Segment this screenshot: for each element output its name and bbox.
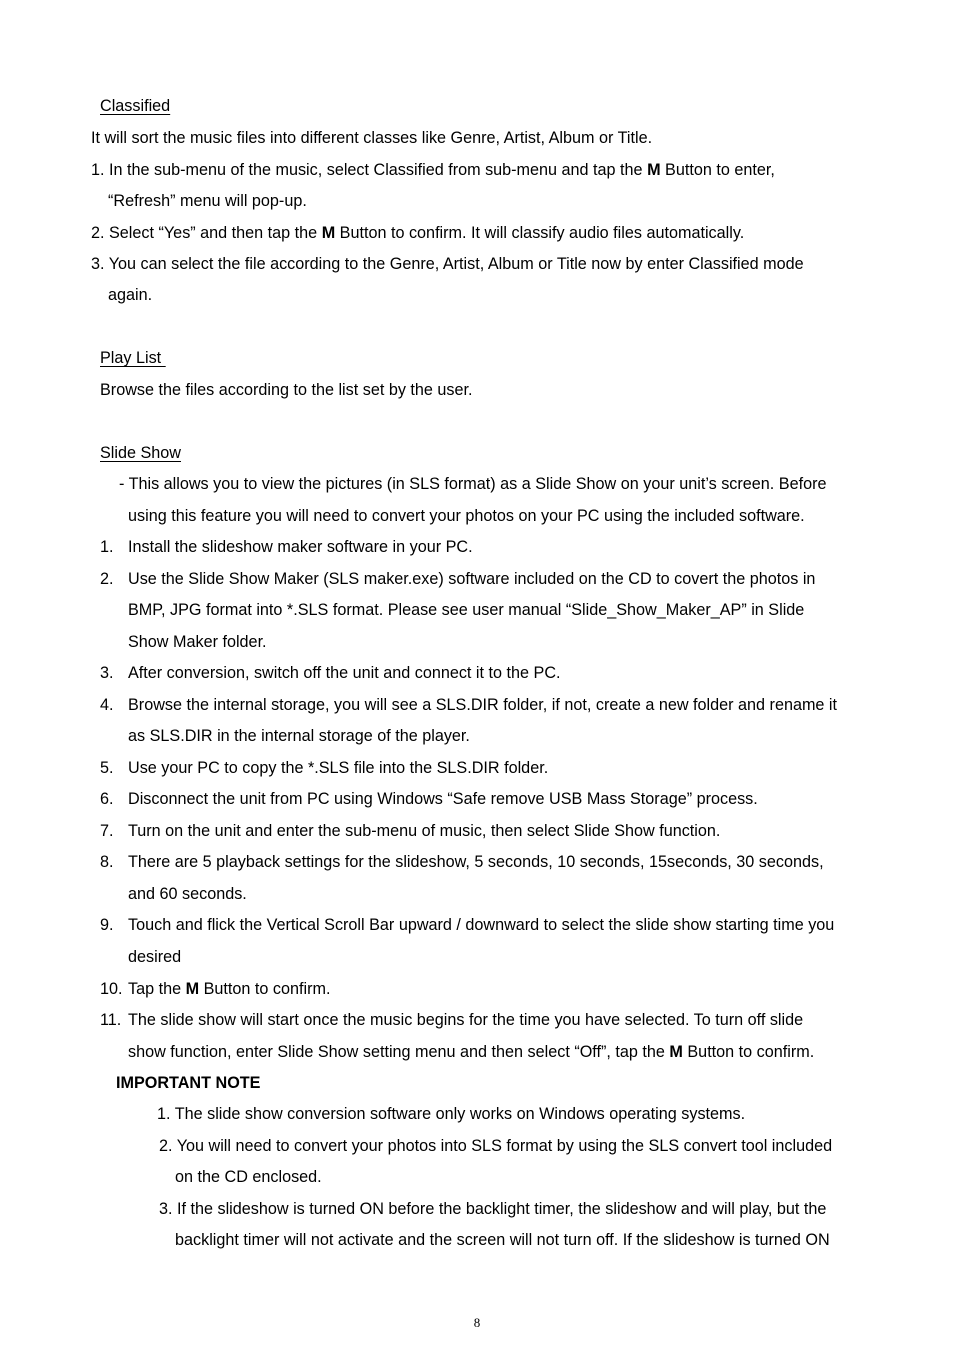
- step-number: 3.: [100, 664, 114, 682]
- step-number: 2.: [100, 570, 114, 588]
- slideshow-step-2-cont: BMP, JPG format into *.SLS format. Please see user manual “Slide_Show_Maker_AP” in Slide: [128, 601, 805, 619]
- step-number: 4.: [100, 696, 114, 714]
- slideshow-step-2-cont: Show Maker folder.: [128, 633, 267, 651]
- step-number: 11.: [100, 1011, 122, 1029]
- note-item-2-cont: on the CD enclosed.: [175, 1168, 322, 1186]
- note-item-3-cont: backlight timer will not activate and the screen will not turn off. If the slideshow is turned ON: [175, 1231, 830, 1249]
- slideshow-step-8-cont: and 60 seconds.: [128, 885, 247, 903]
- important-note-heading: IMPORTANT NOTE: [116, 1074, 261, 1092]
- slideshow-step-9: Touch and flick the Vertical Scroll Bar upward / downward to select the slide show starting time you: [128, 916, 835, 934]
- step-number: 10.: [100, 980, 123, 998]
- classified-step-1: 1. In the sub-menu of the music, select Classified from sub-menu and tap the M Button to enter,: [91, 161, 775, 179]
- slideshow-step-5: Use your PC to copy the *.SLS file into the SLS.DIR folder.: [128, 759, 549, 777]
- slideshow-step-4: Browse the internal storage, you will see a SLS.DIR folder, if not, create a new folder and rename it: [128, 696, 838, 714]
- section-heading-slideshow: Slide Show: [100, 444, 181, 462]
- note-item-1: 1. The slide show conversion software only works on Windows operating systems.: [157, 1105, 746, 1123]
- slideshow-step-2: Use the Slide Show Maker (SLS maker.exe) software included on the CD to covert the photos in: [128, 570, 816, 588]
- note-item-3: 3. If the slideshow is turned ON before the backlight timer, the slideshow and will play, but the: [159, 1200, 827, 1218]
- classified-step-3-cont: again.: [108, 286, 153, 304]
- step-number: 5.: [100, 759, 114, 777]
- slideshow-step-9-cont: desired: [128, 948, 182, 966]
- note-item-2: 2. You will need to convert your photos into SLS format by using the SLS convert tool included: [159, 1137, 833, 1155]
- section-heading-classified: Classified: [100, 97, 171, 115]
- section-heading-playlist: Play List: [100, 349, 166, 367]
- page-number: 8: [473, 1315, 481, 1330]
- slideshow-step-11-cont: show function, enter Slide Show setting menu and then select “Off”, tap the M Button to confirm.: [128, 1043, 815, 1061]
- slideshow-intro: - This allows you to view the pictures (in SLS format) as a Slide Show on your unit’s screen. Before: [119, 475, 827, 493]
- classified-intro: It will sort the music files into different classes like Genre, Artist, Album or Title.: [91, 129, 653, 147]
- step-number: 9.: [100, 916, 114, 934]
- playlist-text: Browse the files according to the list set by the user.: [100, 381, 473, 399]
- slideshow-step-3: After conversion, switch off the unit and connect it to the PC.: [128, 664, 561, 682]
- slideshow-step-11: The slide show will start once the music begins for the time you have selected. To turn off slide: [128, 1011, 804, 1029]
- slideshow-intro-cont: using this feature you will need to convert your photos on your PC using the included software.: [128, 507, 805, 525]
- classified-step-3: 3. You can select the file according to the Genre, Artist, Album or Title now by enter Classified mode: [91, 255, 804, 273]
- step-number: 8.: [100, 853, 114, 871]
- step-number: 1.: [100, 538, 114, 556]
- slideshow-step-1: Install the slideshow maker software in your PC.: [128, 538, 473, 556]
- slideshow-step-4-cont: as SLS.DIR in the internal storage of the player.: [128, 727, 470, 745]
- classified-step-1-cont: “Refresh” menu will pop-up.: [108, 192, 307, 210]
- slideshow-step-6: Disconnect the unit from PC using Windows “Safe remove USB Mass Storage” process.: [128, 790, 758, 808]
- classified-step-2: 2. Select “Yes” and then tap the M Button to confirm. It will classify audio files automatically.: [91, 224, 745, 242]
- slideshow-step-7: Turn on the unit and enter the sub-menu of music, then select Slide Show function.: [128, 822, 721, 840]
- step-number: 6.: [100, 790, 114, 808]
- slideshow-step-8: There are 5 playback settings for the slideshow, 5 seconds, 10 seconds, 15seconds, 30 seconds,: [128, 853, 824, 871]
- step-number: 7.: [100, 822, 114, 840]
- slideshow-step-10: Tap the M Button to confirm.: [128, 980, 331, 998]
